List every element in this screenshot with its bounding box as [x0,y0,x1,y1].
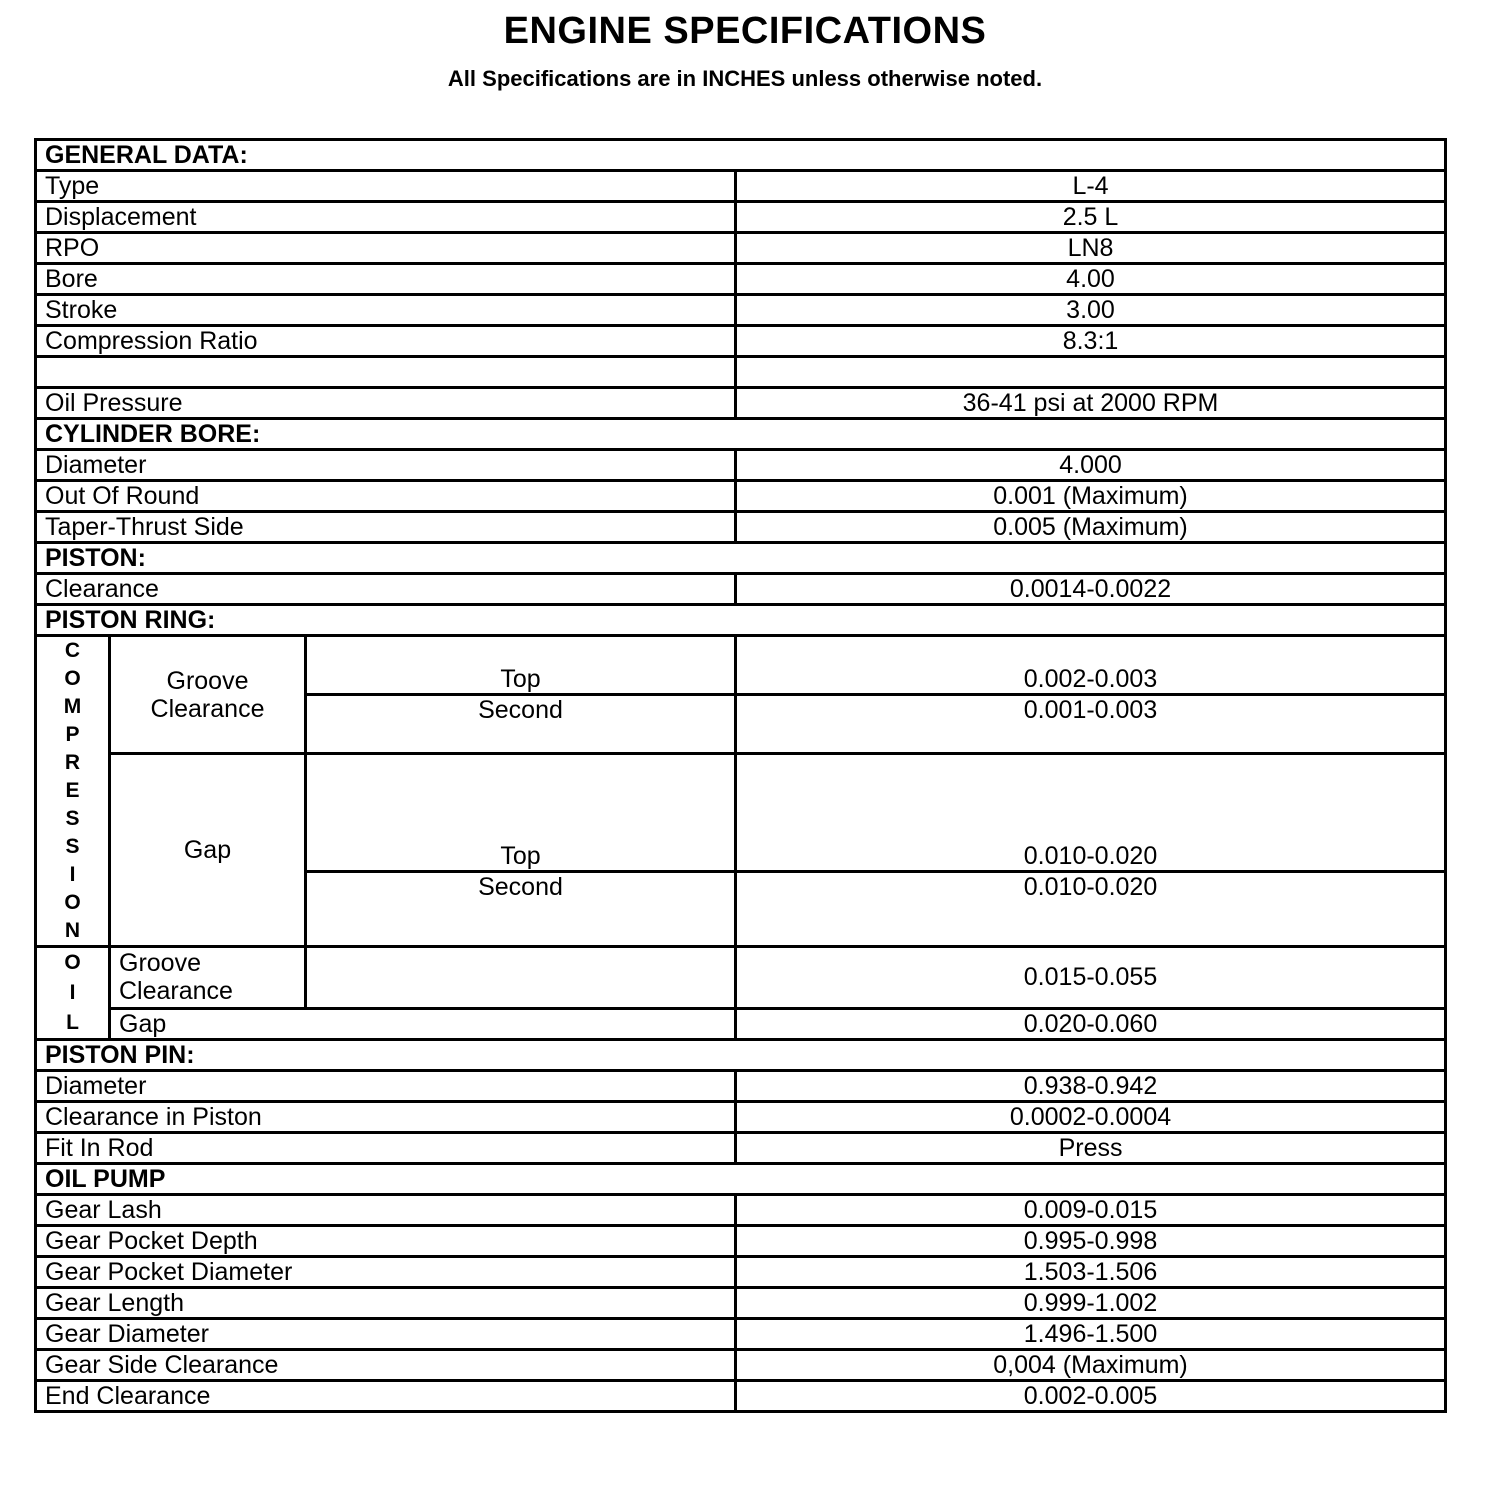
row-label: Stroke [36,295,736,326]
gap-second-label: Second [306,872,736,947]
row-label: RPO [36,233,736,264]
table-row [36,1133,1446,1164]
row-value: 3.00 [736,295,1446,326]
row-label [36,357,736,388]
row-label: Out Of Round [36,481,736,512]
row-value: 36-41 psi at 2000 RPM [736,388,1446,419]
groove-clearance-label: Groove Clearance [110,636,306,754]
table-row [36,1226,1446,1257]
table-row [36,636,1446,695]
compression-side-label: C O M P R E S S I O N [36,636,110,947]
row-label: Type [36,171,736,202]
table-row [36,1319,1446,1350]
row-label: Gear Length [36,1288,736,1319]
row-value: 1.496-1.500 [736,1319,1446,1350]
row-label: Gear Side Clearance [36,1350,736,1381]
section-header-row [36,419,1446,450]
oil-gap-value: 0.020-0.060 [736,1008,1446,1039]
row-label: Compression Ratio [36,326,736,357]
groove-top-value: 0.002-0.003 [736,636,1446,695]
table-row [36,1195,1446,1226]
row-label: Gear Lash [36,1195,736,1226]
row-label: Oil Pressure [36,388,736,419]
row-label: Clearance [36,574,736,605]
section-heading-piston-pin: PISTON PIN: [36,1040,1446,1071]
row-label: Diameter [36,450,736,481]
row-value: Press [736,1133,1446,1164]
row-value: 0.938-0.942 [736,1071,1446,1102]
row-label: End Clearance [36,1381,736,1412]
row-value: LN8 [736,233,1446,264]
table-row [36,357,1446,388]
table-row [36,1102,1446,1133]
table-row [36,512,1446,543]
row-label: Bore [36,264,736,295]
table-row [36,295,1446,326]
row-label: Gear Diameter [36,1319,736,1350]
gap-top-value: 0.010-0.020 [736,754,1446,872]
row-value: 0.0002-0.0004 [736,1102,1446,1133]
row-value: 0,004 (Maximum) [736,1350,1446,1381]
row-label: Gear Pocket Depth [36,1226,736,1257]
table-row [36,233,1446,264]
row-label: Fit In Rod [36,1133,736,1164]
groove-second-label: Second [306,695,736,754]
table-row [36,450,1446,481]
table-row [36,1257,1446,1288]
row-label: Displacement [36,202,736,233]
groove-top-label: Top [306,636,736,695]
row-label: Gear Pocket Diameter [36,1257,736,1288]
row-value [736,357,1446,388]
section-heading-cylinder-bore: CYLINDER BORE: [36,419,1446,450]
groove-second-value: 0.001-0.003 [736,695,1446,754]
row-value: L-4 [736,171,1446,202]
row-value: 0.005 (Maximum) [736,512,1446,543]
oil-groove-clearance-label: Groove Clearance [110,947,306,1009]
table-row [36,1350,1446,1381]
row-value: 4.000 [736,450,1446,481]
table-row [36,754,1446,872]
row-label: Clearance in Piston [36,1102,736,1133]
row-label: Diameter [36,1071,736,1102]
section-header-row [36,1164,1446,1195]
oil-side-label: O I L [36,947,110,1040]
section-header-row [36,605,1446,636]
table-row [36,388,1446,419]
section-header-row [36,1040,1446,1071]
row-value: 0.009-0.015 [736,1195,1446,1226]
oil-groove-blank [306,947,736,1009]
section-heading-general: GENERAL DATA: [36,140,1446,171]
table-row [36,1071,1446,1102]
row-value: 8.3:1 [736,326,1446,357]
table-row [36,574,1446,605]
table-row [36,947,1446,1009]
table-row [36,1288,1446,1319]
page-subtitle: All Specifications are in INCHES unless otherwise noted. [447,66,1043,91]
page-title: ENGINE SPECIFICATIONS [503,10,987,52]
table-row [36,481,1446,512]
engine-spec-table [34,138,1447,1413]
section-header-row [36,140,1446,171]
section-heading-piston-ring: PISTON RING: [36,605,1446,636]
gap-second-value: 0.010-0.020 [736,872,1446,947]
gap-top-label: Top [306,754,736,872]
gap-label: Gap [110,754,306,947]
table-row [36,1381,1446,1412]
section-header-row [36,543,1446,574]
row-value: 0.001 (Maximum) [736,481,1446,512]
section-heading-oil-pump: OIL PUMP [36,1164,1446,1195]
row-value: 0.002-0.005 [736,1381,1446,1412]
oil-groove-value: 0.015-0.055 [736,947,1446,1009]
row-value: 0.0014-0.0022 [736,574,1446,605]
row-value: 2.5 L [736,202,1446,233]
oil-gap-label: Gap [110,1008,736,1039]
section-heading-piston: PISTON: [36,543,1446,574]
row-value: 0.999-1.002 [736,1288,1446,1319]
row-value: 4.00 [736,264,1446,295]
table-row [36,326,1446,357]
row-value: 1.503-1.506 [736,1257,1446,1288]
row-label: Taper-Thrust Side [36,512,736,543]
table-row [36,171,1446,202]
table-row [36,1008,1446,1039]
table-row [36,264,1446,295]
table-row [36,202,1446,233]
row-value: 0.995-0.998 [736,1226,1446,1257]
